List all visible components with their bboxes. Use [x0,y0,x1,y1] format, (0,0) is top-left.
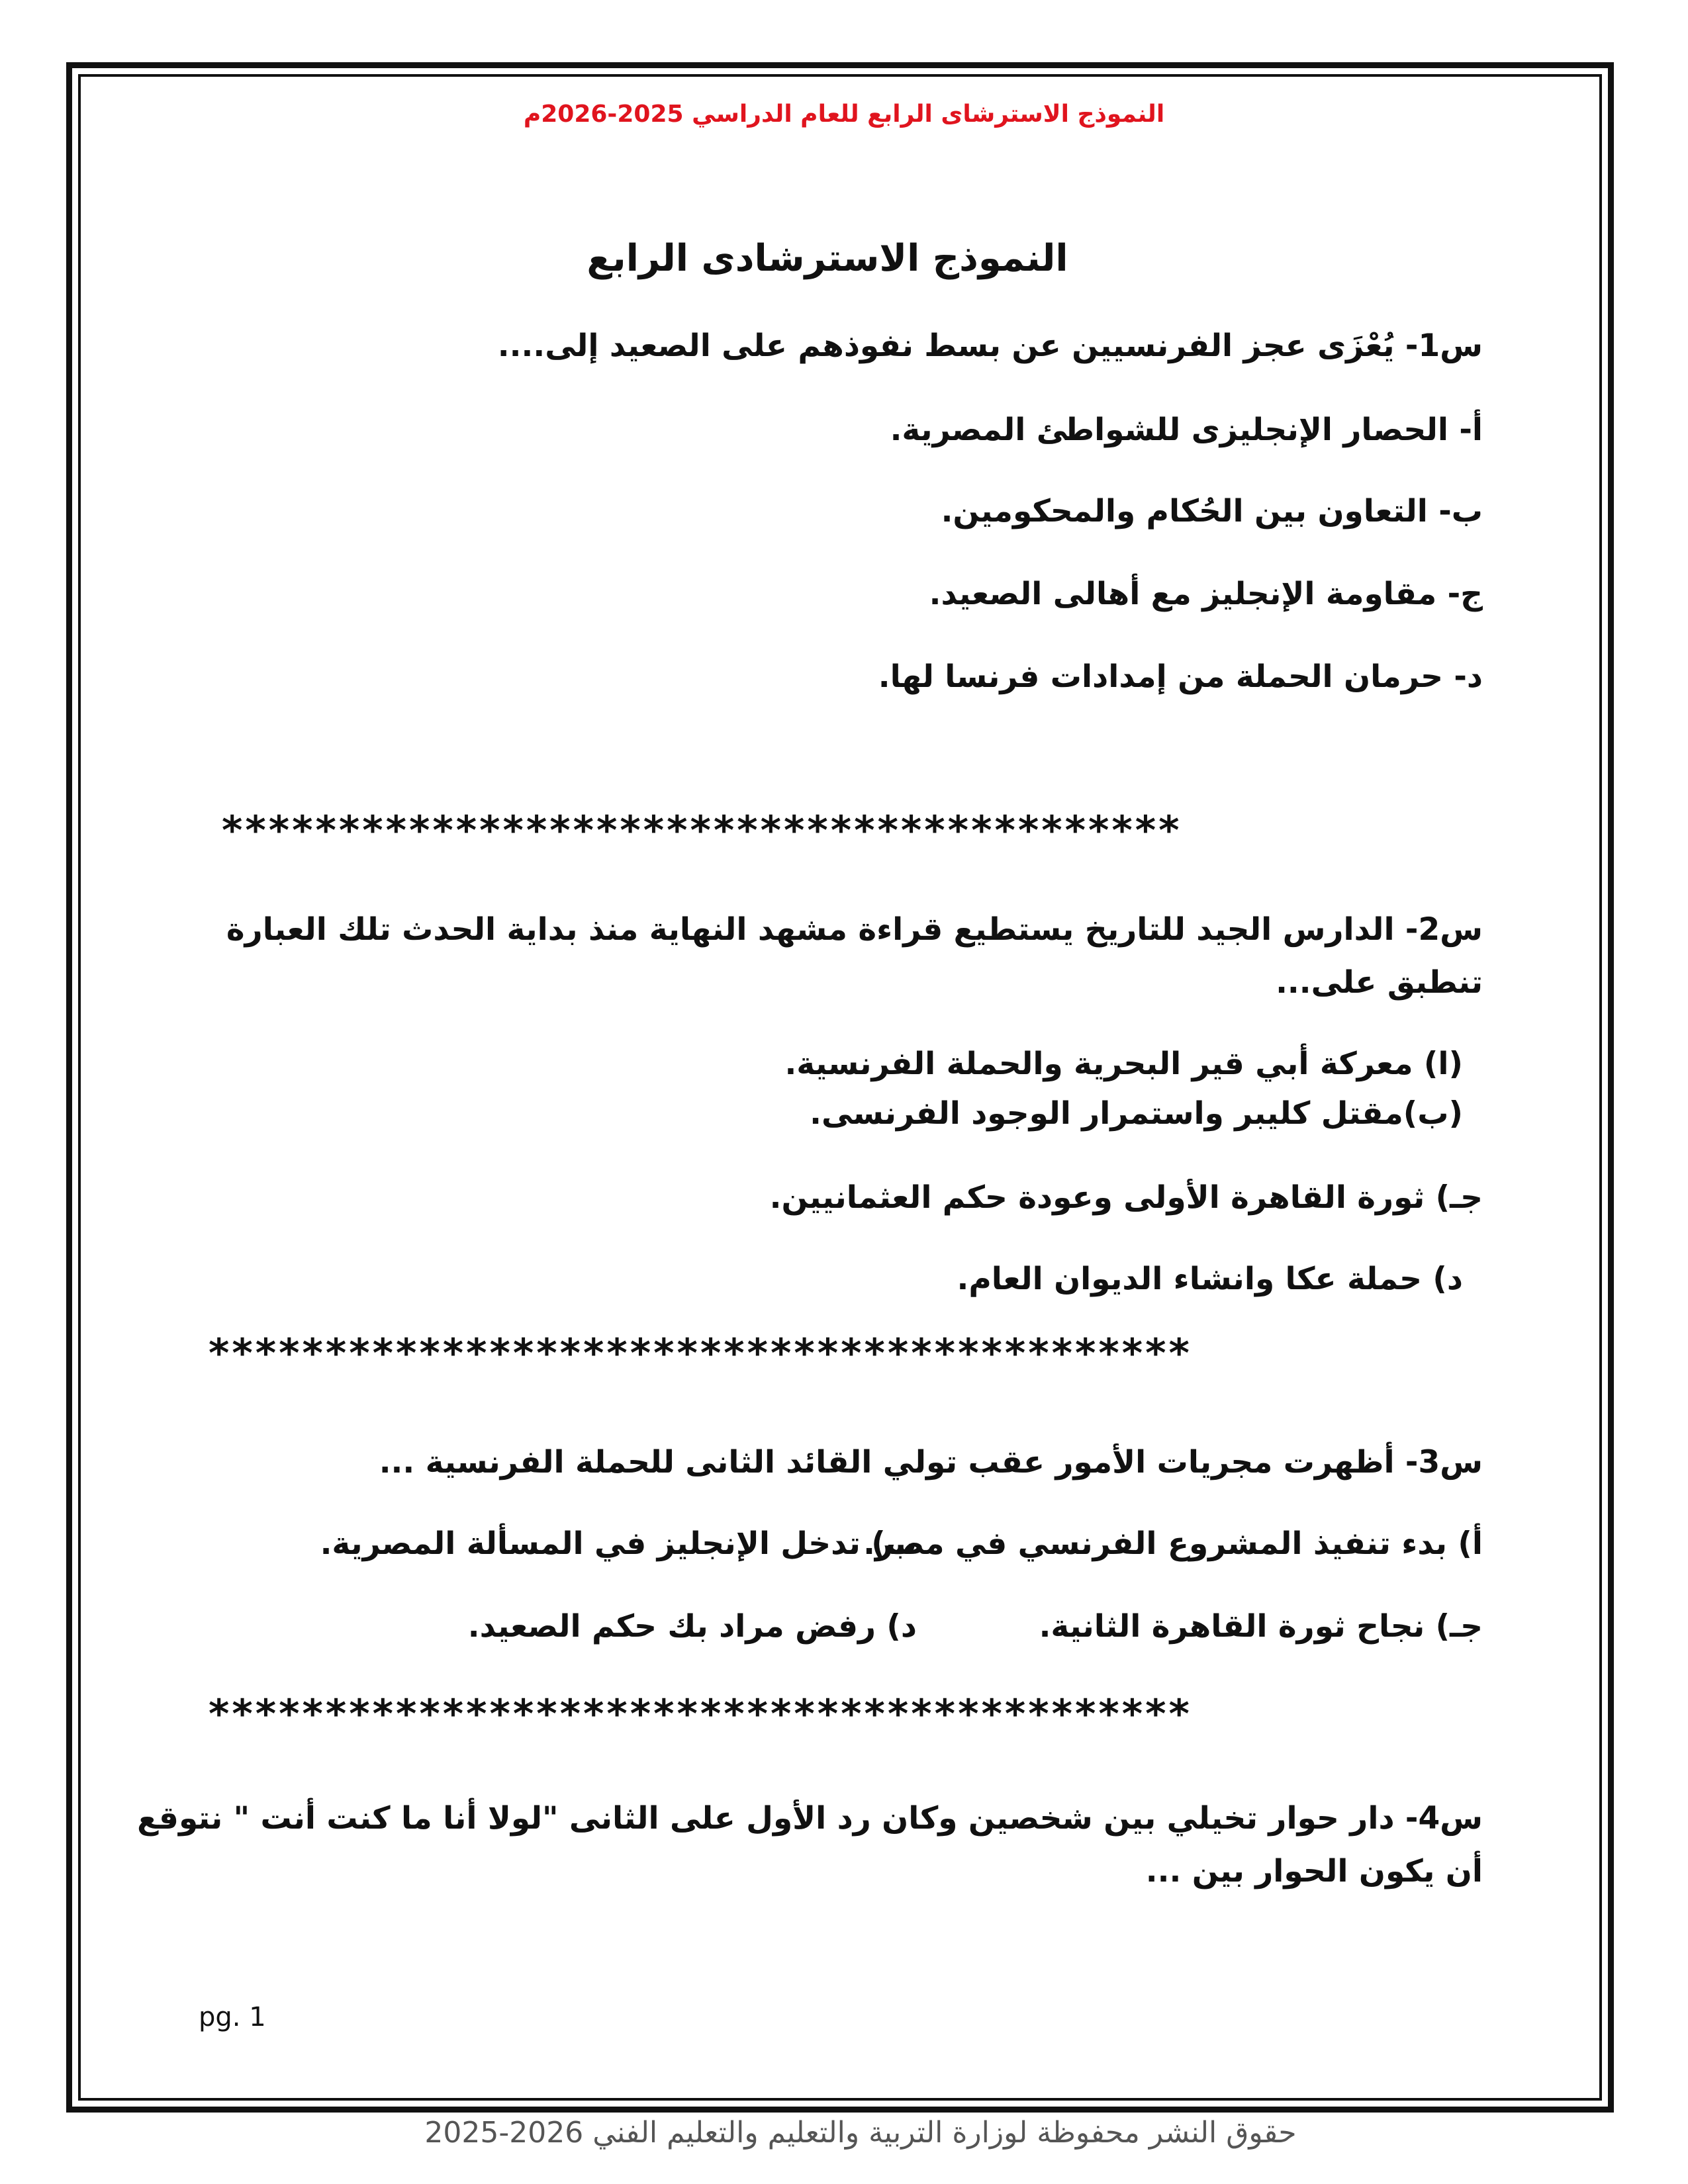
separator: ****************************************** [209,1330,1192,1377]
separator: ****************************************** [209,1691,1192,1737]
question-3-stem: س3- أظهرت مجريات الأمور عقب تولي القائد الثانى للحملة الفرنسية ... [379,1444,1483,1480]
question-3-option-a: أ) بدء تنفيذ المشروع الفرنسي في مصر. [863,1525,1483,1562]
question-2-option-b: (ب)مقتل كليبر واستمرار الوجود الفرنسى. [810,1095,1463,1132]
question-3-option-d: د) رفض مراد بك حكم الصعيد. [467,1608,917,1645]
question-1-stem: س1- يُعْزَى عجز الفرنسيين عن بسط نفوذهم على الصعيد إلى.... [497,328,1483,364]
header-note: النموذج الاسترشاى الرابع للعام الدراسي 2025-2026م [523,101,1165,128]
question-2-stem-line1: س2- الدارس الجيد للتاريخ يستطيع قراءة مشهد النهاية منذ بداية الحدث تلك العبارة [226,911,1483,948]
page-number: pg. 1 [199,2002,266,2032]
question-1-option-b: ب- التعاون بين الحُكام والمحكومين. [941,493,1483,529]
page-title: النموذج الاسترشادى الرابع [586,237,1068,280]
footer-copyright: حقوق النشر محفوظة لوزارة التربية والتعليم والتعليم الفني 2026-2025 [424,2116,1297,2150]
question-3-option-c: جـ) نجاح ثورة القاهرة الثانية. [1039,1608,1483,1645]
question-1-option-a: أ- الحصار الإنجليزى للشواطئ المصرية. [890,412,1483,448]
question-2-option-d: د) حملة عكا وانشاء الديوان العام. [957,1261,1463,1297]
question-4-stem-line1: س4- دار حوار تخيلي بين شخصين وكان رد الأول على الثانى "لولا أنا ما كنت أنت " نتوقع [137,1800,1483,1837]
question-1-option-d: د- حرمان الحملة من إمدادات فرنسا لها. [878,659,1483,695]
question-4-stem-line2: أن يكون الحوار بين ... [1145,1853,1483,1889]
question-2-stem-line2: تنطبق على... [1276,964,1483,1001]
separator: ***************************************** [222,807,1182,854]
question-2-option-c: جـ) ثورة القاهرة الأولى وعودة حكم العثمانيين. [769,1179,1483,1216]
question-2-option-a: (ا) معركة أبي قير البحرية والحملة الفرنسية. [784,1046,1463,1082]
question-3-option-b: ب) تدخل الإنجليز في المسألة المصرية. [320,1525,917,1562]
question-1-option-c: ج- مقاومة الإنجليز مع أهالى الصعيد. [929,576,1483,612]
